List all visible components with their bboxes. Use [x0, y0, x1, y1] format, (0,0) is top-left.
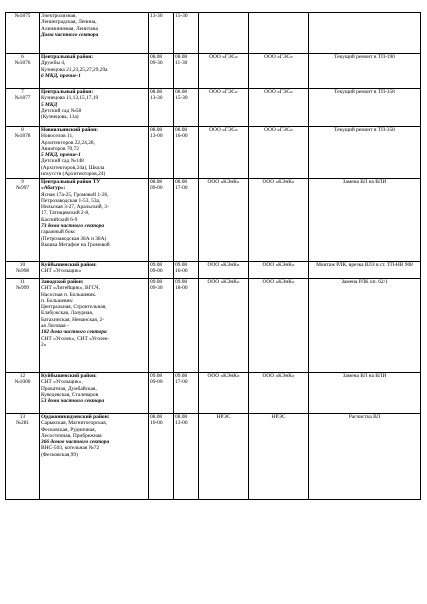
address-cell — [40, 414, 149, 500]
cell-text: Текущий ремонт в ТП-190 — [334, 54, 395, 60]
cell-text: СНТ «Литейщик», ВГСЧ, — [41, 285, 100, 292]
cell-text: 08.08 — [175, 127, 188, 133]
row-number-cell — [6, 373, 40, 414]
work-type-cell — [309, 54, 421, 89]
cell-text: №1877 — [14, 95, 31, 102]
cell-text: 53 дома частного сектора — [41, 398, 105, 405]
work-type-cell — [309, 262, 421, 279]
cell-text: (Петрозаводская 38А и 38А) — [41, 235, 107, 242]
row-number-cell — [6, 179, 40, 262]
cell-text: Центральный район: — [41, 54, 94, 60]
start-time-cell — [149, 262, 174, 279]
contractor-cell — [249, 262, 309, 279]
organization-cell — [199, 279, 249, 373]
cell-text: Петрозаводская 1-53, 53а, — [41, 197, 101, 204]
table-row — [6, 54, 421, 89]
cell-text: Новоильинский район: — [41, 127, 98, 133]
cell-text: 5 МКД, прочие-1 — [41, 152, 81, 159]
cell-text: ООО «КЭнК» — [207, 262, 240, 268]
cell-text: ООО «ГЭС» — [264, 54, 293, 60]
work-type-cell — [309, 13, 421, 54]
cell-text: ООО «КЭнК» — [207, 373, 240, 379]
contractor-cell — [249, 89, 309, 127]
cell-text: Центральный район: — [41, 89, 94, 95]
cell-text: 09.08 — [150, 373, 163, 379]
cell-text: №1000 — [14, 379, 31, 386]
cell-text: Елабужская, Лазурная, — [41, 310, 94, 317]
cell-text: 17-00 — [175, 185, 188, 192]
end-time-cell — [174, 54, 199, 89]
cell-text: гаражный бокс — [41, 229, 76, 236]
cell-text: «Абагур»: — [41, 185, 66, 192]
organization-cell — [199, 373, 249, 414]
cell-text: Куйбышевский район: — [41, 373, 97, 379]
cell-text: Прокатная, Думбайская, — [41, 385, 97, 392]
cell-text: искусств (Архитекторов,24) — [41, 171, 106, 178]
cell-text: Сарыкская, Магнитогорская, — [41, 420, 108, 427]
cell-text: №998 — [15, 268, 30, 275]
start-time-cell — [149, 89, 174, 127]
cell-text: Вышка Мегафон на Громовой — [41, 241, 110, 248]
cell-text: (Кузнецова, 11а) — [41, 114, 79, 121]
cell-text: 15-30 — [175, 13, 188, 19]
cell-text: СНТ «Угольщик» — [41, 268, 82, 275]
cell-text: №281 — [15, 420, 30, 427]
cell-text: Насосная п. Большевик. — [41, 291, 97, 298]
cell-text: 13-30 — [150, 95, 163, 102]
cell-text: 182 дома частного сектора — [41, 329, 107, 336]
cell-text: Фесковская, Рудничная, — [41, 426, 96, 433]
cell-text: Детский сад №58 — [41, 107, 82, 114]
cell-text: 73 дома частного сектора — [41, 223, 105, 230]
start-time-cell — [149, 414, 174, 500]
address-cell — [40, 179, 149, 262]
contractor-cell — [249, 179, 309, 262]
work-type-cell — [309, 179, 421, 262]
cell-text: 09-00 — [150, 268, 163, 275]
organization-cell — [199, 54, 249, 89]
cell-text: 10-00 — [150, 420, 163, 427]
address-cell — [40, 262, 149, 279]
address-cell — [40, 54, 149, 89]
address-cell — [40, 127, 149, 179]
cell-text: Дома частного сектора — [41, 31, 99, 38]
cell-text: ООО «ГЭС» — [264, 127, 293, 133]
cell-text: Дружбы 4, — [41, 60, 66, 67]
cell-text: СНТ «Уголек», СНТ «Уголек- — [41, 335, 110, 342]
cell-text: 8 — [21, 127, 24, 133]
cell-text: 13-30 — [150, 13, 163, 19]
work-type-cell — [309, 414, 421, 500]
cell-text: Ясная 17а-25, Громовой 1-26, — [41, 191, 109, 198]
end-time-cell — [174, 262, 199, 279]
contractor-cell — [249, 373, 309, 414]
cell-text: ООО «ГЭС» — [209, 54, 238, 60]
cell-text: Нильская 3-27, Аральский, 3- — [41, 204, 109, 211]
row-number-cell — [6, 13, 40, 54]
work-type-cell — [309, 127, 421, 179]
cell-text: 08.08 — [175, 179, 188, 185]
cell-text: 16-00 — [175, 133, 188, 140]
cell-text: 7 — [21, 89, 24, 95]
cell-text: 09-00 — [150, 185, 163, 192]
organization-cell — [199, 13, 249, 54]
cell-text: 08.08 — [150, 89, 163, 95]
start-time-cell — [149, 127, 174, 179]
work-type-cell — [309, 279, 421, 373]
cell-text: 17-00 — [175, 379, 188, 386]
cell-text: 9 — [21, 179, 24, 185]
cell-text: Кузнецова 21,23,25,27,29,29а — [41, 66, 108, 73]
cell-text: 11 — [19, 279, 26, 285]
cell-text: 09.08 — [150, 279, 163, 285]
cell-text: Кузнецова 11,13,15,17,19 — [41, 95, 99, 102]
contractor-cell — [249, 414, 309, 500]
end-time-cell — [174, 127, 199, 179]
cell-text: 09.08 — [175, 279, 188, 285]
cell-text: НРЭС — [216, 414, 231, 420]
cell-text: Куйбышевский район: — [41, 262, 97, 268]
cell-text: Монтаж РЛК, врезка ВЛЗ в ст. ТП-НВ 908 — [316, 262, 413, 268]
cell-text: Куведевская, Сталеваров — [41, 391, 99, 398]
cell-text: 08.08 — [175, 54, 188, 60]
work-type-cell — [309, 373, 421, 414]
cell-text: ООО «КЭнК» — [207, 279, 240, 285]
table-row — [6, 89, 421, 127]
start-time-cell — [149, 279, 174, 373]
table-row — [6, 13, 421, 54]
address-cell — [40, 373, 149, 414]
table-row — [6, 414, 421, 500]
end-time-cell — [174, 89, 199, 127]
cell-text: 6 МКД, прочие-1 — [41, 72, 81, 79]
address-cell — [40, 13, 149, 54]
cell-text: ООО «ГЭС» — [209, 89, 238, 95]
contractor-cell — [249, 13, 309, 54]
cell-text: 10 — [19, 262, 26, 268]
cell-text: Новоселов 11, — [41, 133, 74, 140]
cell-text: 2» — [41, 341, 47, 348]
cell-text: 13-00 — [175, 420, 188, 427]
cell-text: Электролизная, — [41, 13, 77, 19]
cell-text: 12 — [19, 373, 26, 379]
contractor-cell — [249, 127, 309, 179]
cell-text: Замена ВЛ на ВЛИ — [342, 373, 387, 379]
cell-text: Текущий ремонт в ТП-358 — [334, 89, 395, 95]
cell-text: ООО «КЭнК» — [207, 179, 240, 185]
cell-text: ООО «ГЭС» — [264, 89, 293, 95]
cell-text: Детский сад №148 — [41, 158, 84, 165]
cell-text: 08.08 — [150, 127, 163, 133]
cell-text: ООО «КЭнК» — [262, 179, 295, 185]
cell-text: 366 домов частного сектора — [41, 439, 110, 446]
cell-text: №1875 — [14, 13, 31, 19]
cell-text: ООО «КЭнК» — [262, 279, 295, 285]
cell-text: №997 — [15, 185, 30, 192]
row-number-cell — [6, 262, 40, 279]
organization-cell — [199, 179, 249, 262]
cell-text: 15-30 — [175, 95, 188, 102]
cell-text: Ленинградская, Ленина, — [41, 19, 97, 26]
start-time-cell — [149, 179, 174, 262]
cell-text: 09-30 — [150, 285, 163, 292]
row-number-cell — [6, 127, 40, 179]
cell-text: Архитекторов 22,24,28, — [41, 139, 95, 146]
cell-text: Лесостепная, Прибрежная — [41, 432, 102, 439]
cell-text: №999 — [15, 285, 30, 292]
cell-text: ООО «КЭнК» — [262, 373, 295, 379]
cell-text: Батахинская, Неманская, 2- — [41, 316, 105, 323]
cell-text: СНТ «Угольщик», — [41, 379, 83, 386]
cell-text: (Архитекторов,24а), Школа — [41, 164, 105, 171]
contractor-cell — [249, 279, 309, 373]
row-number-cell — [6, 54, 40, 89]
end-time-cell — [174, 13, 199, 54]
cell-text: 6 — [21, 54, 24, 60]
cell-text: №1878 — [14, 133, 31, 140]
cell-text: Центральная, Строительная, — [41, 304, 107, 311]
cell-text: 08.08 — [175, 89, 188, 95]
end-time-cell — [174, 373, 199, 414]
cell-text: НРЭС — [271, 414, 286, 420]
cell-text: ООО «КЭнК» — [262, 262, 295, 268]
organization-cell — [199, 262, 249, 279]
cell-text: Заводской район: — [41, 279, 84, 285]
cell-text: 08.08 — [150, 179, 163, 185]
table-row — [6, 279, 421, 373]
cell-text: Замена ВЛ на ВЛИ — [342, 179, 387, 185]
cell-text: №1876 — [14, 60, 31, 67]
table-row — [6, 373, 421, 414]
organization-cell — [199, 414, 249, 500]
organization-cell — [199, 127, 249, 179]
start-time-cell — [149, 54, 174, 89]
cell-text: 13-00 — [150, 133, 163, 140]
end-time-cell — [174, 279, 199, 373]
cell-text: ВНС-503, котельная №72 — [41, 445, 100, 452]
cell-text: 08.08 — [175, 414, 188, 420]
cell-text: Замена РЛК оп. 62/1 — [341, 279, 388, 285]
outage-schedule-table — [5, 12, 421, 500]
cell-text: Авиаторов 70,72 — [41, 145, 79, 152]
organization-cell — [199, 89, 249, 127]
address-cell — [40, 279, 149, 373]
cell-text: Каспийский 6-9 — [41, 216, 78, 223]
cell-text: Центральный район ТУ — [41, 179, 101, 185]
cell-text: 09-30 — [150, 60, 163, 67]
cell-text: 17, Татищевский 2-8, — [41, 210, 90, 217]
table-body — [6, 13, 421, 500]
row-number-cell — [6, 279, 40, 373]
table-row — [6, 262, 421, 279]
row-number-cell — [6, 414, 40, 500]
cell-text: 09-00 — [150, 379, 163, 386]
start-time-cell — [149, 13, 174, 54]
cell-text: 08.08 — [150, 54, 163, 60]
cell-text: 18-00 — [175, 285, 188, 292]
cell-text: 13 — [19, 414, 26, 420]
address-cell — [40, 89, 149, 127]
work-type-cell — [309, 89, 421, 127]
end-time-cell — [174, 179, 199, 262]
cell-text: Орджоникидзевский район: — [41, 414, 110, 420]
start-time-cell — [149, 373, 174, 414]
cell-text: 09.08 — [150, 262, 163, 268]
row-number-cell — [6, 89, 40, 127]
cell-text: п. Большевик: — [41, 297, 74, 304]
cell-text: ая Логовая - — [41, 323, 69, 330]
cell-text: Текущий ремонт в ТП-358 — [334, 127, 395, 133]
cell-text: ООО «ГЭС» — [209, 127, 238, 133]
end-time-cell — [174, 414, 199, 500]
contractor-cell — [249, 54, 309, 89]
cell-text: 16-00 — [175, 268, 188, 275]
cell-text: 08.08 — [150, 414, 163, 420]
cell-text: 09.08 — [175, 373, 188, 379]
table-row — [6, 179, 421, 262]
table-row — [6, 127, 421, 179]
cell-text: 09.08 — [175, 262, 188, 268]
cell-text: 11-30 — [175, 60, 188, 67]
cell-text: Алюминиевая, Ленитана — [41, 25, 98, 32]
cell-text: Расчистка ВЛ — [348, 414, 381, 420]
cell-text: 5 МКД — [41, 101, 58, 108]
cell-text: (Фесковская,99) — [41, 451, 78, 458]
